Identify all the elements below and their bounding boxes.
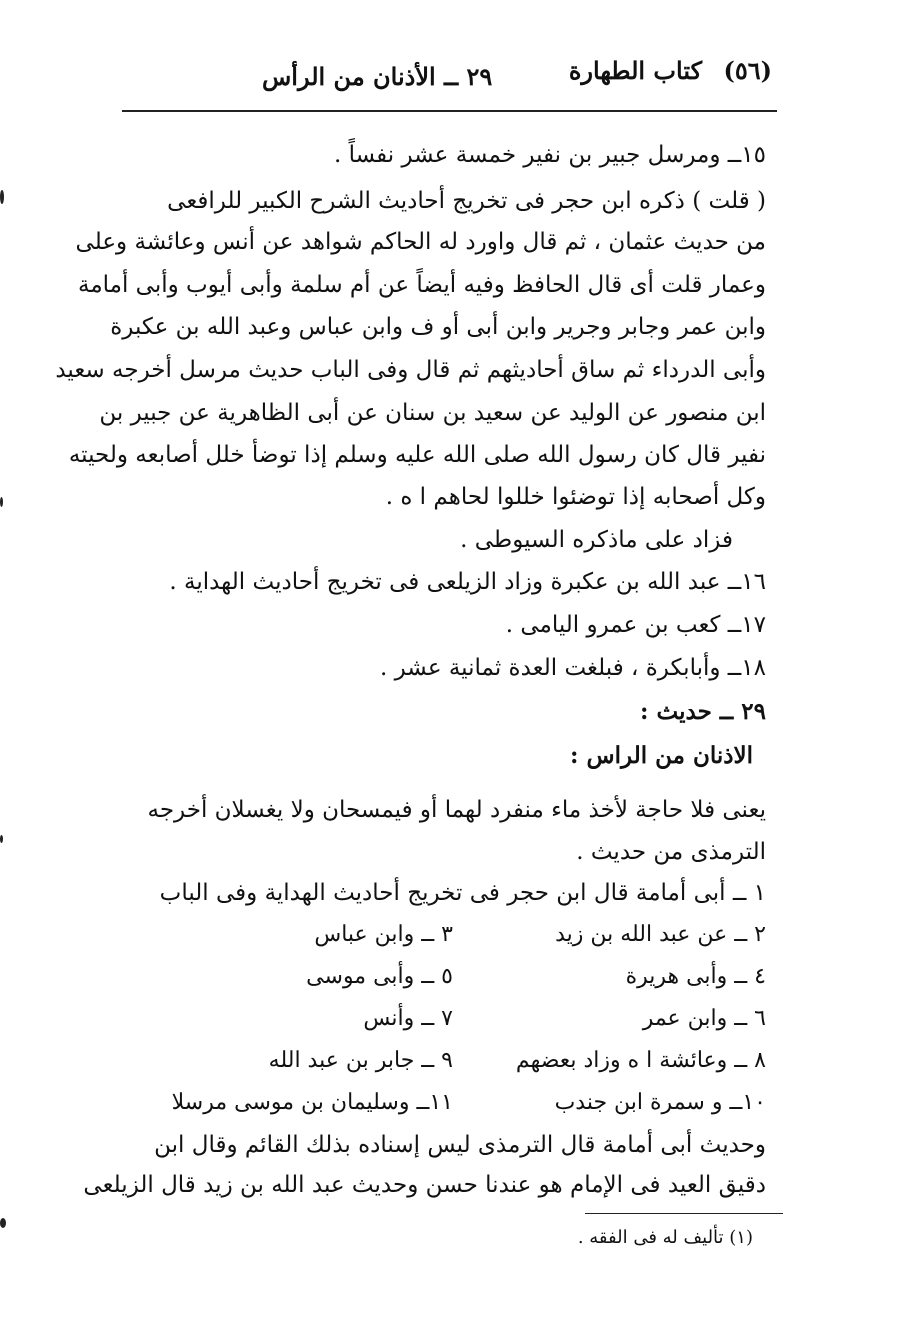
narrator-item: ١١ــ وسليمان بن موسى مرسلا <box>171 1090 453 1115</box>
scan-artifact <box>0 1218 6 1228</box>
text-line: وأبى الدرداء ثم ساق أحاديثهم ثم قال وفى الباب حديث مرسل أخرجه سعيد <box>55 357 766 383</box>
hadith-heading: ٢٩ ــ حديث : <box>640 698 766 725</box>
text-line: ( قلت ) ذكره ابن حجر فى تخريج أحاديث الشرح الكبير للرافعى <box>167 188 766 214</box>
narrator-item: ٥ ــ وأبى موسى <box>306 964 453 989</box>
scan-artifact <box>0 835 3 843</box>
narrator-item: ٨ ــ وعائشة ا ه وزاد بعضهم <box>515 1048 766 1073</box>
explanation-line: الترمذى من حديث . <box>576 839 766 865</box>
chapter-title: ٢٩ ــ الأذنان من الرأس <box>262 62 493 91</box>
text-line: نفير قال كان رسول الله صلى الله عليه وسلم إذا توضأ خلل أصابعه ولحيته <box>68 442 766 468</box>
closing-line: دقيق العيد فى الإمام هو عندنا حسن وحديث عبد الله بن زيد قال الزيلعى <box>83 1172 766 1198</box>
text-line: فزاد على ماذكره السيوطى . <box>460 527 733 553</box>
list-intro: ١ ــ أبى أمامة قال ابن حجر فى تخريج أحاديث الهداية وفى الباب <box>159 880 766 906</box>
text-line: ١٦ــ عبد الله بن عكبرة وزاد الزيلعى فى تخريج أحاديث الهداية . <box>169 569 766 595</box>
footnote-rule <box>585 1213 783 1214</box>
text-line: ١٧ــ كعب بن عمرو اليامى . <box>505 612 766 638</box>
narrator-item: ٤ ــ وأبى هريرة <box>625 964 766 989</box>
narrator-item: ٩ ــ جابر بن عبد الله <box>268 1048 453 1073</box>
book-title: كتاب الطهارة <box>568 56 702 85</box>
scan-artifact <box>0 497 3 507</box>
footnote: (١) تأليف له فى الفقه . <box>577 1227 753 1248</box>
text-line: وعمار قلت أى قال الحافظ وفيه أيضاً عن أم سلمة وأبى أيوب وأبى أمامة <box>78 272 766 298</box>
page-header <box>262 56 772 96</box>
text-line: ١٨ــ وأبابكرة ، فبلغت العدة ثمانية عشر . <box>379 655 766 681</box>
explanation-line: يعنى فلا حاجة لأخذ ماء منفرد لهما أو فيمسحان ولا يغسلان أخرجه <box>147 797 766 823</box>
text-line: ١٥ــ ومرسل جبير بن نفير خمسة عشر نفساً . <box>333 142 766 168</box>
text-line: وكل أصحابه إذا توضئوا خللوا لحاهم ا ه . <box>385 484 766 510</box>
narrator-item: ١٠ــ و سمرة ابن جندب <box>554 1090 766 1115</box>
text-line: وابن عمر وجابر وجرير وابن أبى أو ف وابن عباس وعبد الله بن عكبرة <box>110 314 766 340</box>
closing-line: وحديث أبى أمامة قال الترمذى ليس إسناده بذلك القائم وقال ابن <box>154 1132 766 1158</box>
scan-artifact <box>0 190 4 204</box>
narrator-item: ٣ ــ وابن عباس <box>314 922 453 947</box>
text-line: ابن منصور عن الوليد عن سعيد بن سنان عن أبى الظاهرية عن جبير بن <box>99 400 766 426</box>
hadith-text: الاذنان من الراس : <box>570 742 753 769</box>
narrator-item: ٧ ــ وأنس <box>363 1006 453 1031</box>
page-number: (٥٦) <box>723 56 772 85</box>
narrator-item: ٦ ــ وابن عمر <box>642 1006 766 1031</box>
text-line: من حديث عثمان ، ثم قال واورد له الحاكم شواهد عن أنس وعائشة وعلى <box>75 229 766 255</box>
header-rule <box>122 110 777 112</box>
narrator-item: ٢ ــ عن عبد الله بن زيد <box>555 922 766 947</box>
